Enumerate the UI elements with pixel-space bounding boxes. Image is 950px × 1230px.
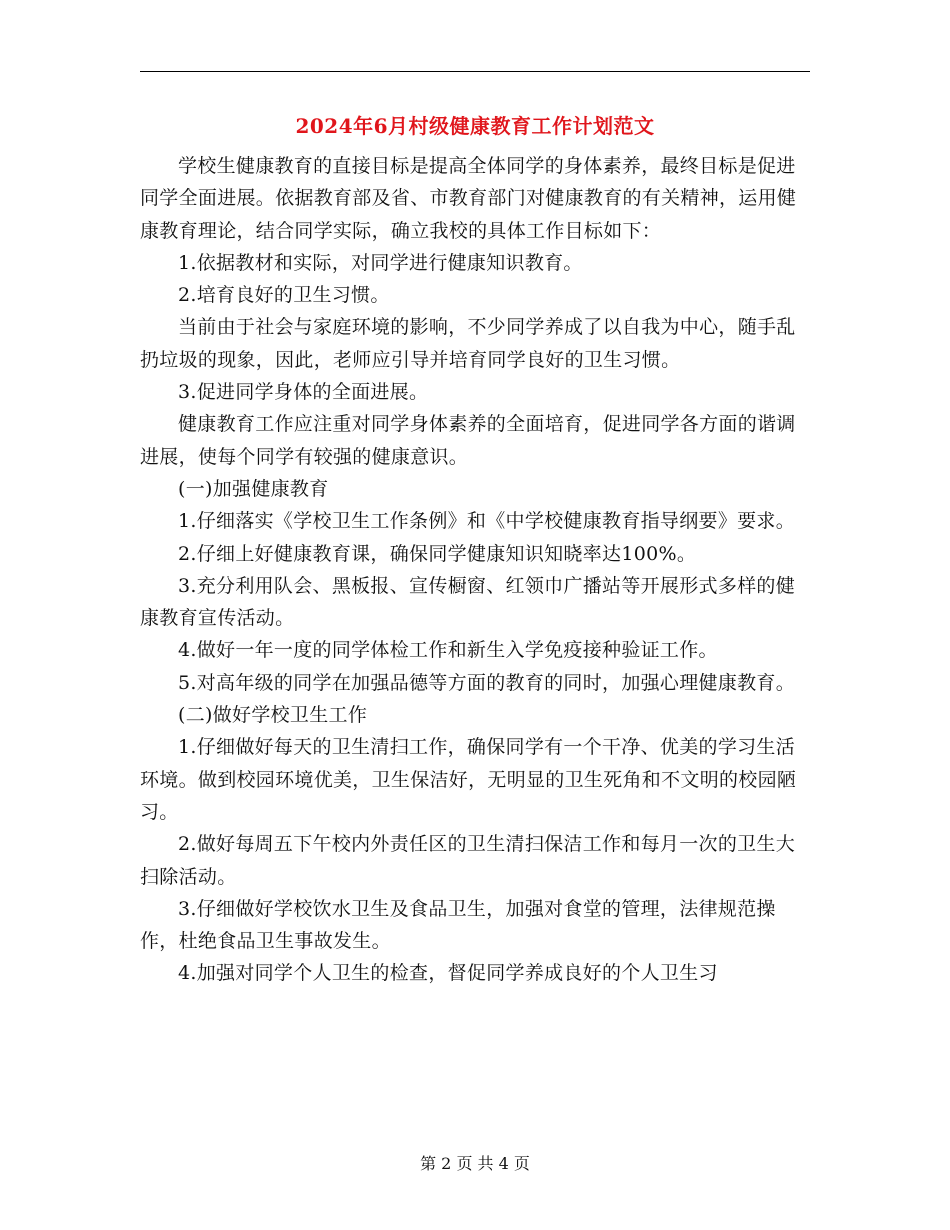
paragraph: 5.对高年级的同学在加强品德等方面的教育的同时，加强心理健康教育。: [178, 671, 796, 694]
paragraph: 学校生健康教育的直接目标是提高全体同学的身体素养，最终目标是促进同学全面进展。依据教育部及省、市教育部门对健康教育的有关精神，运用健康教育理论，结合同学实际，确立我校的具体工作目标如下：: [140, 155, 797, 242]
paragraph: 3.充分利用队会、黑板报、宣传橱窗、红领巾广播站等开展形式多样的健康教育宣传活动。: [140, 574, 796, 630]
paragraph: 3.仔细做好学校饮水卫生及食品卫生，加强对食堂的管理，法律规范操作，杜绝食品卫生事故发生。: [140, 897, 776, 953]
paragraph: 4.做好一年一度的同学体检工作和新生入学免疫接种验证工作。: [178, 639, 718, 662]
document-body: [140, 150, 810, 990]
paragraph: 当前由于社会与家庭环境的影响，不少同学养成了以自我为中心，随手乱扔垃圾的现象，因此，老师应引导并培育同学良好的卫生习惯。: [140, 316, 796, 371]
document-title: 2024年6月村级健康教育工作计划范文: [295, 114, 655, 138]
paragraph: 2.仔细上好健康教育课，确保同学健康知识知晓率达100%。: [178, 542, 697, 565]
paragraph: 3.促进同学身体的全面进展。: [178, 381, 429, 404]
section-heading: (二)做好学校卫生工作: [178, 704, 368, 727]
paragraph: 4.加强对同学个人卫生的检查，督促同学养成良好的个人卫生习: [178, 962, 718, 985]
paragraph: 1.仔细落实《学校卫生工作条例》和《中学校健康教育指导纲要》要求。: [178, 510, 796, 533]
paragraph: 1.依据教材和实际，对同学进行健康知识教育。: [178, 251, 583, 274]
paragraph: 健康教育工作应注重对同学身体素养的全面培育，促进同学各方面的谐调进展，使每个同学有较强的健康意识。: [140, 413, 796, 468]
paragraph: 2.做好每周五下午校内外责任区的卫生清扫保洁工作和每月一次的卫生大扫除活动。: [140, 833, 796, 888]
page-number-footer: 第 2 页 共 4 页: [420, 1154, 530, 1173]
section-heading: (一)加强健康教育: [178, 477, 329, 500]
paragraph: 1.仔细做好每天的卫生清扫工作，确保同学有一个干净、优美的学习生活环境。做到校园环境优美，卫生保洁好，无明显的卫生死角和不文明的校园陋习。: [140, 736, 797, 823]
paragraph: 2.培育良好的卫生习惯。: [178, 284, 390, 307]
header-rule: [140, 71, 810, 72]
